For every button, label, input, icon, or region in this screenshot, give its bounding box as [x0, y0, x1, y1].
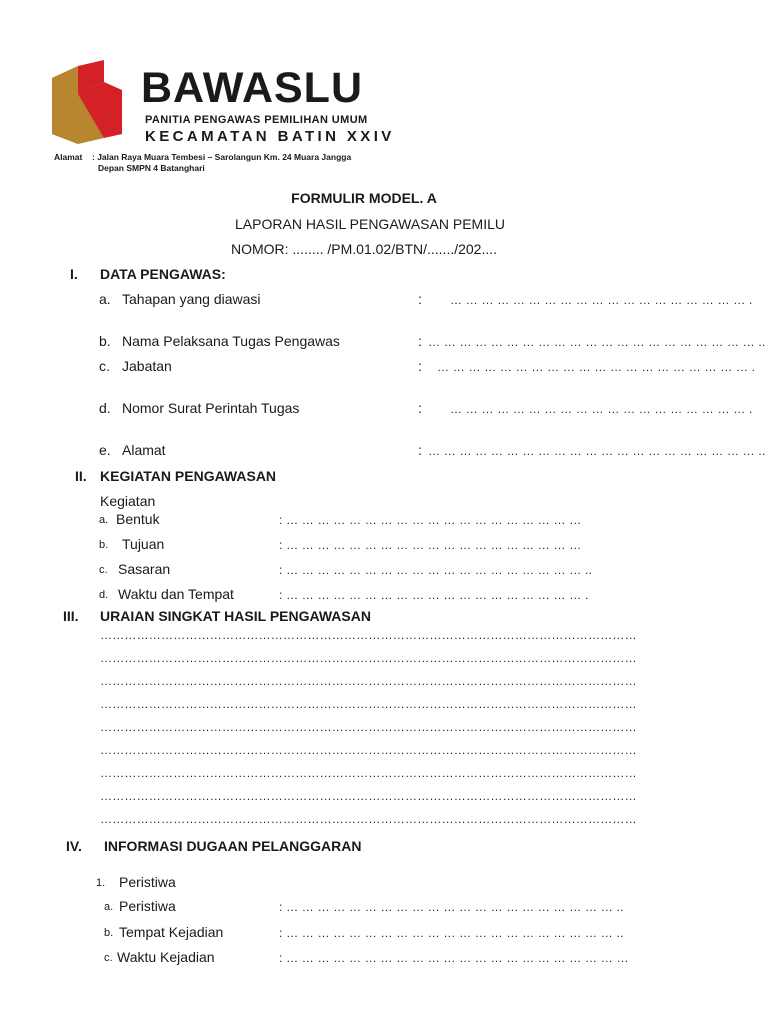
s2-c-letter: c. [99, 564, 108, 576]
form-title: FORMULIR MODEL. A [291, 190, 437, 206]
s3-line: …………………………………………………………………………………………………………………… [100, 651, 637, 665]
s1-c-dots: … … … … … … … … … … … … … … … … … … … … . [437, 360, 756, 374]
s4-sub-label: Peristiwa [119, 874, 176, 890]
s2-b-letter: b. [99, 539, 109, 551]
s2-c-dots: : … … … … … … … … … … … … … … … … … … … .. [279, 563, 593, 577]
s4-b-letter: b. [104, 927, 114, 939]
s2-d-letter: d. [99, 589, 109, 601]
s3-line: …………………………………………………………………………………………………………………… [100, 720, 637, 734]
section-3-number: III. [63, 608, 79, 624]
section-2-intro: Kegiatan [100, 493, 156, 509]
s1-d-letter: d. [99, 400, 111, 416]
s1-b-dots: … … … … … … … … … … … … … … … … … … … … … .. [428, 335, 766, 349]
address-line-1: : Jalan Raya Muara Tembesi – Sarolangun Km. 24 Muara Jangga [92, 152, 352, 162]
s1-b-label: Nama Pelaksana Tugas Pengawas [122, 333, 340, 349]
s1-e-label: Alamat [122, 442, 166, 458]
s4-b-label: Tempat Kejadian [119, 924, 224, 940]
section-1-heading: DATA PENGAWAS: [100, 266, 226, 282]
section-3-heading: URAIAN SINGKAT HASIL PENGAWASAN [100, 608, 371, 624]
section-2-heading: KEGIATAN PENGAWASAN [100, 468, 277, 484]
s1-d-label: Nomor Surat Perintah Tugas [122, 400, 300, 416]
section-4-number: IV. [66, 838, 82, 854]
form-subtitle: LAPORAN HASIL PENGAWASAN PEMILU [235, 216, 505, 232]
bawaslu-logo-icon [48, 60, 128, 144]
s4-a-letter: a. [104, 901, 114, 913]
s1-e-letter: e. [99, 442, 111, 458]
s4-sub-number: 1. [96, 877, 106, 889]
s1-b-letter: b. [99, 333, 111, 349]
s2-a-label: Bentuk [116, 511, 160, 527]
s3-line: …………………………………………………………………………………………………………………… [100, 766, 637, 780]
s4-c-label: Waktu Kejadian [117, 949, 215, 965]
header-subtitle-2: KECAMATAN BATIN XXIV [145, 128, 395, 145]
s3-line: …………………………………………………………………………………………………………………… [100, 743, 637, 757]
s2-a-dots: : … … … … … … … … … … … … … … … … … … … [279, 513, 582, 527]
s1-c-letter: c. [99, 358, 110, 374]
s3-line: …………………………………………………………………………………………………………………… [100, 697, 637, 711]
s1-c-label: Jabatan [122, 358, 172, 374]
s2-a-letter: a. [99, 514, 109, 526]
brand-name: BAWASLU [141, 64, 363, 112]
s4-c-dots: : … … … … … … … … … … … … … … … … … … … … … … [279, 951, 629, 965]
s3-line: …………………………………………………………………………………………………………………… [100, 789, 637, 803]
s2-d-label: Waktu dan Tempat [118, 586, 234, 602]
s1-a-colon: : [418, 291, 422, 307]
form-number: NOMOR: ........ /PM.01.02/BTN/......./202.... [230, 241, 498, 257]
address-label: Alamat [54, 152, 83, 162]
s2-b-label: Tujuan [122, 536, 165, 552]
s2-c-label: Sasaran [118, 561, 171, 577]
s3-line: …………………………………………………………………………………………………………………… [100, 812, 637, 826]
s4-c-letter: c. [104, 952, 113, 964]
section-2-number: II. [75, 468, 87, 484]
s2-b-dots: : … … … … … … … … … … … … … … … … … … … [279, 538, 582, 552]
section-4-heading: INFORMASI DUGAAN PELANGGARAN [104, 838, 362, 854]
s1-b-colon: : [418, 333, 422, 349]
s3-line: …………………………………………………………………………………………………………………… [100, 628, 637, 642]
s1-a-letter: a. [99, 291, 111, 307]
s2-d-dots: : … … … … … … … … … … … … … … … … … … … . [279, 588, 589, 602]
header-subtitle-1: PANITIA PENGAWAS PEMILIHAN UMUM [145, 114, 368, 126]
s4-b-dots: : … … … … … … … … … … … … … … … … … … … … … .. [279, 926, 624, 940]
s1-c-colon: : [418, 358, 422, 374]
s1-d-dots: … … … … … … … … … … … … … … … … … … … . [450, 402, 753, 416]
s4-a-label: Peristiwa [119, 898, 176, 914]
s1-a-dots: … … … … … … … … … … … … … … … … … … … . [450, 293, 753, 307]
s4-a-dots: : … … … … … … … … … … … … … … … … … … … … … .. [279, 900, 624, 914]
s3-line: …………………………………………………………………………………………………………………… [100, 674, 637, 688]
s1-e-dots: … … … … … … … … … … … … … … … … … … … … … .. [428, 444, 766, 458]
s1-d-colon: : [418, 400, 422, 416]
section-1-number: I. [70, 266, 78, 282]
s1-a-label: Tahapan yang diawasi [122, 291, 261, 307]
address-line-2: Depan SMPN 4 Batanghari [98, 163, 205, 173]
s1-e-colon: : [418, 442, 422, 458]
